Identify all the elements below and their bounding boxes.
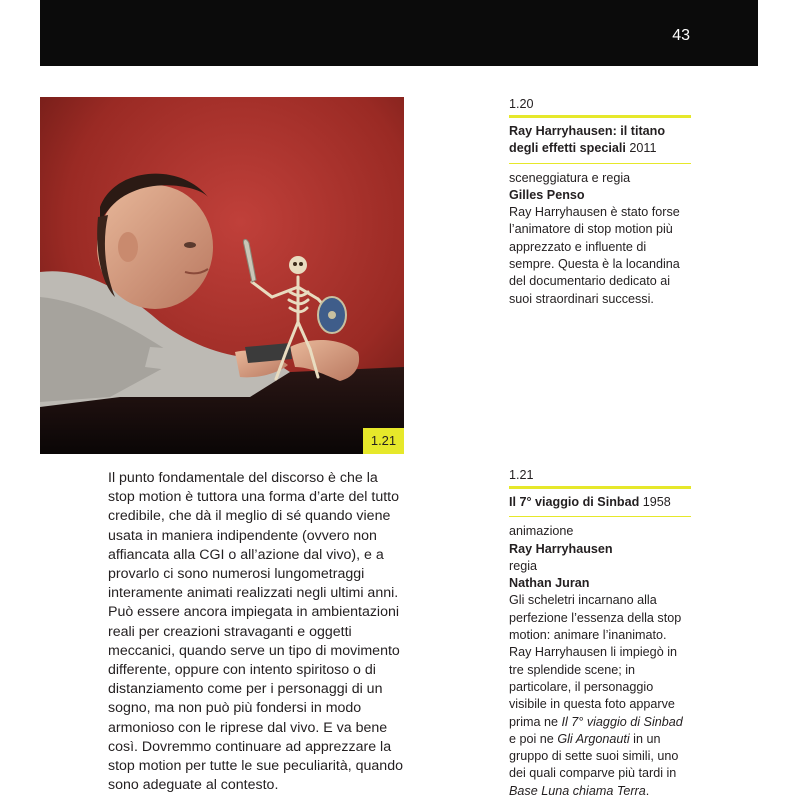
- film-year: 1958: [639, 495, 671, 509]
- page-header-bar: [40, 0, 758, 66]
- caption-title: [509, 123, 691, 158]
- film-title: Ray Harryhausen: il titano degli effetti speciali: [509, 124, 666, 156]
- film-title-italic: Base Luna chiama Terra: [509, 783, 646, 798]
- description-text: Ray Harryhausen è stato forse l’animatore di stop motion più apprezzato e influente di sempre. Questa è la locandina del documentario dedicato ai suoi straordinari successi.: [509, 205, 680, 306]
- caption-1-21: [509, 467, 691, 800]
- description-text: Gli scheletri incarnano alla perfezione l’essenza della stop motion: animare l’inanimato. Ray Harryhausen li impiegò in tre splendide scene; in particolare, il personaggio visibile in questa foto apparve prima ne: [509, 593, 682, 729]
- caption-number: 1.20: [509, 97, 534, 111]
- description-text: e poi ne: [509, 731, 558, 746]
- film-title: Il 7° viaggio di Sinbad: [509, 495, 640, 509]
- caption-1-20: [509, 96, 691, 308]
- credit-name: Nathan Juran: [509, 576, 590, 591]
- caption-rule: [509, 115, 691, 118]
- caption-rule: [509, 486, 691, 489]
- caption-description: [509, 592, 691, 800]
- caption-divider: [509, 163, 691, 164]
- harryhausen-skeleton-photo: [40, 97, 404, 454]
- credit-role: animazione: [509, 524, 574, 539]
- film-year: 2011: [625, 141, 657, 156]
- credit-name: Ray Harryhausen: [509, 541, 613, 556]
- caption-description: [509, 204, 691, 308]
- caption-number: 1.21: [509, 468, 534, 482]
- film-title-italic: Il 7° viaggio di Sinbad: [561, 714, 683, 729]
- page-number: 43: [672, 27, 690, 44]
- credit-name: Gilles Penso: [509, 187, 585, 202]
- credit-role: regia: [509, 558, 538, 573]
- film-title-italic: Gli Argonauti: [557, 731, 630, 746]
- description-text: .: [645, 783, 650, 798]
- caption-title: [509, 494, 691, 511]
- credit-role: sceneggiatura e regia: [509, 170, 631, 185]
- caption-divider: [509, 516, 691, 517]
- description-text: in un gruppo di sette suoi simili, uno dei quali comparve più tardi in: [509, 731, 679, 781]
- film-still-photo: [40, 97, 404, 454]
- body-paragraph: Il punto fondamentale del discorso è che la stop motion è tuttora una forma d’arte del tutto credibile, che dà il meglio di sé quando viene usata in maniera indipendente (ovvero non affiancata alla CGI o all’azione dal vivo), e a provarlo ci sono numerosi lungometraggi interamente animati realizzati negli ultimi anni. Può essere ancora impiegata in ambientazioni reali per creazioni stravaganti e oggetti meccanici, quando serve un tipo di movimento differente, oppure con intento spiritoso o di distanziamento come per i personaggi di un sogno, ma non può più fondersi in modo armonioso con le riprese dal vivo. E va bene così. Dovremmo continuare ad apprezzare la stop motion per tutte le sue peculiarità, quando sono adeguate al contesto.: [108, 470, 403, 794]
- figure-number-tag: 1.21: [363, 428, 404, 454]
